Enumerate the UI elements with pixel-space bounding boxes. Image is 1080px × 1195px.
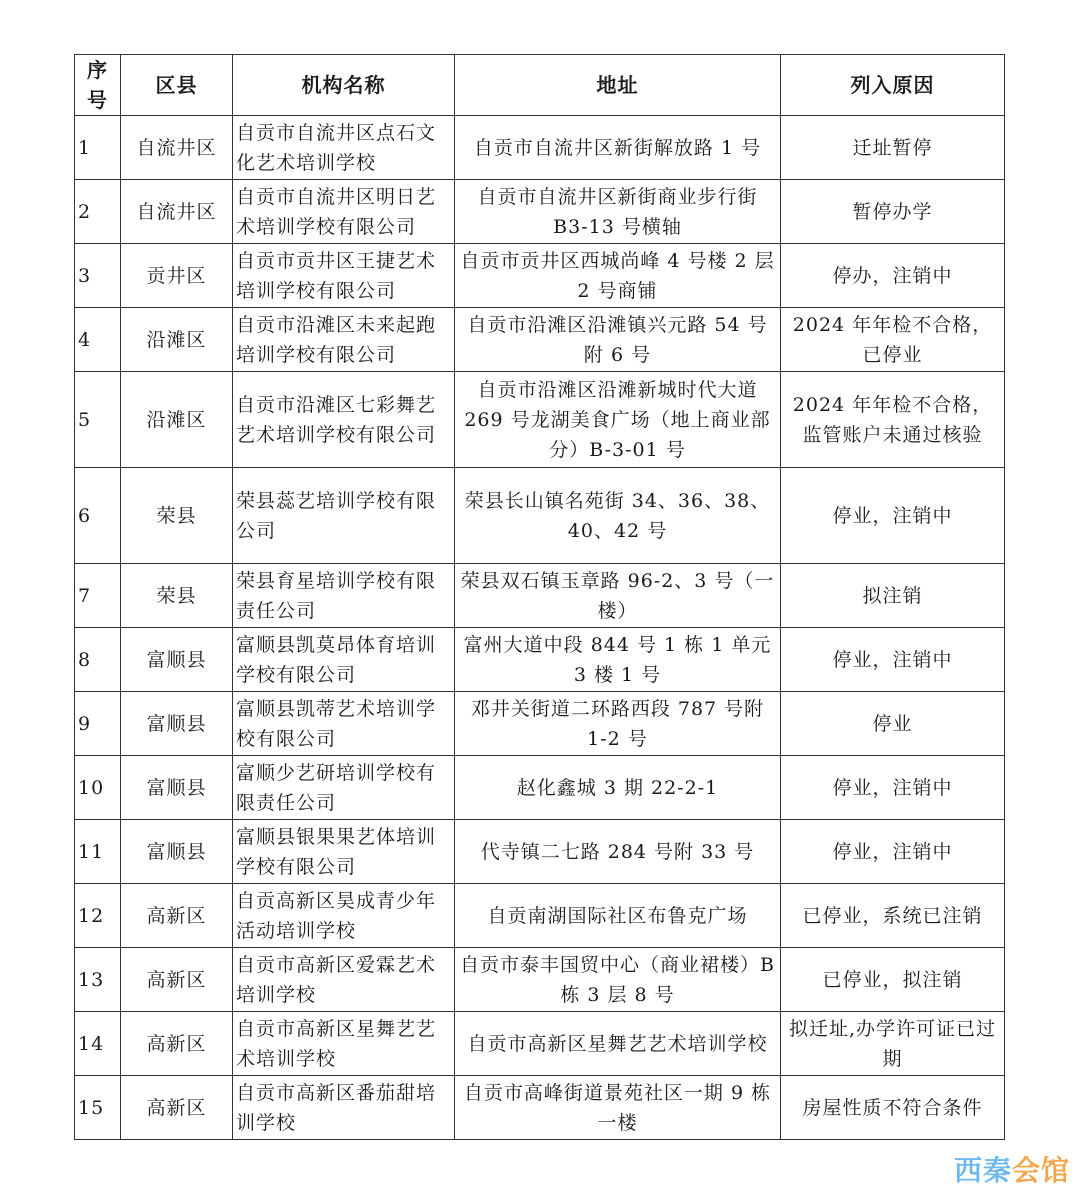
table-row	[75, 1012, 1005, 1076]
cell-institution-name: 自贡市贡井区王捷艺术培训学校有限公司	[233, 244, 455, 308]
table-row	[75, 180, 1005, 244]
cell-address: 荣县长山镇名苑街 34、36、38、40、42 号	[455, 468, 781, 564]
header-district: 区县	[121, 55, 233, 116]
cell-district: 高新区	[121, 1012, 233, 1076]
cell-reason: 2024 年年检不合格，已停业	[781, 308, 1005, 372]
cell-institution-name: 富顺县凯莫昂体育培训学校有限公司	[233, 628, 455, 692]
institution-table	[74, 54, 1005, 1140]
cell-address: 自贡市沿滩区沿滩镇兴元路 54 号附 6 号	[455, 308, 781, 372]
cell-reason: 拟注销	[781, 564, 1005, 628]
cell-serial-no: 15	[75, 1076, 121, 1140]
table-row	[75, 948, 1005, 1012]
watermark-logo: 西秦会馆	[953, 1154, 1070, 1187]
cell-address: 富州大道中段 844 号 1 栋 1 单元 3 楼 1 号	[455, 628, 781, 692]
cell-serial-no: 10	[75, 756, 121, 820]
cell-serial-no: 12	[75, 884, 121, 948]
cell-institution-name: 自贡市沿滩区七彩舞艺艺术培训学校有限公司	[233, 372, 455, 468]
cell-district: 高新区	[121, 884, 233, 948]
cell-address: 自贡市沿滩区沿滩新城时代大道 269 号龙湖美食广场（地上商业部分）B-3-01 号	[455, 372, 781, 468]
cell-serial-no: 6	[75, 468, 121, 564]
cell-district: 富顺县	[121, 628, 233, 692]
cell-district: 沿滩区	[121, 308, 233, 372]
table-header-row	[75, 55, 1005, 116]
cell-district: 富顺县	[121, 820, 233, 884]
cell-reason: 已停业，系统已注销	[781, 884, 1005, 948]
table-row	[75, 884, 1005, 948]
cell-address: 荣县双石镇玉章路 96-2、3 号（一楼）	[455, 564, 781, 628]
table-row	[75, 564, 1005, 628]
table-row	[75, 244, 1005, 308]
cell-district: 富顺县	[121, 692, 233, 756]
cell-institution-name: 荣县蕊艺培训学校有限公司	[233, 468, 455, 564]
cell-institution-name: 自贡市自流井区点石文化艺术培训学校	[233, 116, 455, 180]
cell-reason: 已停业，拟注销	[781, 948, 1005, 1012]
cell-serial-no: 9	[75, 692, 121, 756]
cell-serial-no: 14	[75, 1012, 121, 1076]
cell-reason: 停业，注销中	[781, 820, 1005, 884]
cell-reason: 停业	[781, 692, 1005, 756]
cell-address: 代寺镇二七路 284 号附 33 号	[455, 820, 781, 884]
cell-serial-no: 2	[75, 180, 121, 244]
cell-reason: 迁址暂停	[781, 116, 1005, 180]
table-row	[75, 372, 1005, 468]
cell-reason: 停业，注销中	[781, 468, 1005, 564]
cell-reason: 房屋性质不符合条件	[781, 1076, 1005, 1140]
cell-district: 贡井区	[121, 244, 233, 308]
cell-institution-name: 富顺县凯蒂艺术培训学校有限公司	[233, 692, 455, 756]
cell-address: 自贡南湖国际社区布鲁克广场	[455, 884, 781, 948]
table-row	[75, 820, 1005, 884]
cell-institution-name: 富顺少艺研培训学校有限责任公司	[233, 756, 455, 820]
cell-reason: 停办，注销中	[781, 244, 1005, 308]
cell-institution-name: 自贡市沿滩区未来起跑培训学校有限公司	[233, 308, 455, 372]
cell-serial-no: 7	[75, 564, 121, 628]
cell-address: 邓井关街道二环路西段 787 号附 1-2 号	[455, 692, 781, 756]
table-row	[75, 308, 1005, 372]
cell-serial-no: 5	[75, 372, 121, 468]
cell-district: 荣县	[121, 564, 233, 628]
cell-reason: 暂停办学	[781, 180, 1005, 244]
cell-district: 自流井区	[121, 180, 233, 244]
cell-serial-no: 4	[75, 308, 121, 372]
cell-reason: 2024 年年检不合格，监管账户未通过核验	[781, 372, 1005, 468]
cell-reason: 停业，注销中	[781, 756, 1005, 820]
cell-serial-no: 3	[75, 244, 121, 308]
header-reason: 列入原因	[781, 55, 1005, 116]
cell-address: 赵化鑫城 3 期 22-2-1	[455, 756, 781, 820]
header-institution-name: 机构名称	[233, 55, 455, 116]
cell-address: 自贡市高峰街道景苑社区一期 9 栋一楼	[455, 1076, 781, 1140]
table-row	[75, 628, 1005, 692]
cell-institution-name: 自贡高新区昊成青少年活动培训学校	[233, 884, 455, 948]
cell-district: 高新区	[121, 1076, 233, 1140]
cell-serial-no: 1	[75, 116, 121, 180]
cell-address: 自贡市贡井区西城尚峰 4 号楼 2 层 2 号商铺	[455, 244, 781, 308]
cell-district: 高新区	[121, 948, 233, 1012]
cell-serial-no: 13	[75, 948, 121, 1012]
cell-serial-no: 8	[75, 628, 121, 692]
table-row	[75, 756, 1005, 820]
table-row	[75, 1076, 1005, 1140]
cell-institution-name: 荣县育星培训学校有限责任公司	[233, 564, 455, 628]
cell-address: 自贡市泰丰国贸中心（商业裙楼）B 栋 3 层 8 号	[455, 948, 781, 1012]
cell-district: 沿滩区	[121, 372, 233, 468]
cell-institution-name: 自贡市高新区爱霖艺术培训学校	[233, 948, 455, 1012]
cell-address: 自贡市自流井区新街商业步行街 B3-13 号横轴	[455, 180, 781, 244]
cell-institution-name: 自贡市高新区星舞艺艺术培训学校	[233, 1012, 455, 1076]
header-serial-no: 序号	[75, 55, 121, 116]
cell-institution-name: 自贡市高新区番茄甜培训学校	[233, 1076, 455, 1140]
table-row	[75, 692, 1005, 756]
cell-address: 自贡市自流井区新街解放路 1 号	[455, 116, 781, 180]
table-row	[75, 468, 1005, 564]
cell-district: 自流井区	[121, 116, 233, 180]
cell-reason: 拟迁址,办学许可证已过期	[781, 1012, 1005, 1076]
cell-institution-name: 富顺县银果果艺体培训学校有限公司	[233, 820, 455, 884]
cell-institution-name: 自贡市自流井区明日艺术培训学校有限公司	[233, 180, 455, 244]
cell-address: 自贡市高新区星舞艺艺术培训学校	[455, 1012, 781, 1076]
cell-district: 富顺县	[121, 756, 233, 820]
cell-reason: 停业，注销中	[781, 628, 1005, 692]
table-row	[75, 116, 1005, 180]
header-address: 地址	[455, 55, 781, 116]
cell-district: 荣县	[121, 468, 233, 564]
cell-serial-no: 11	[75, 820, 121, 884]
